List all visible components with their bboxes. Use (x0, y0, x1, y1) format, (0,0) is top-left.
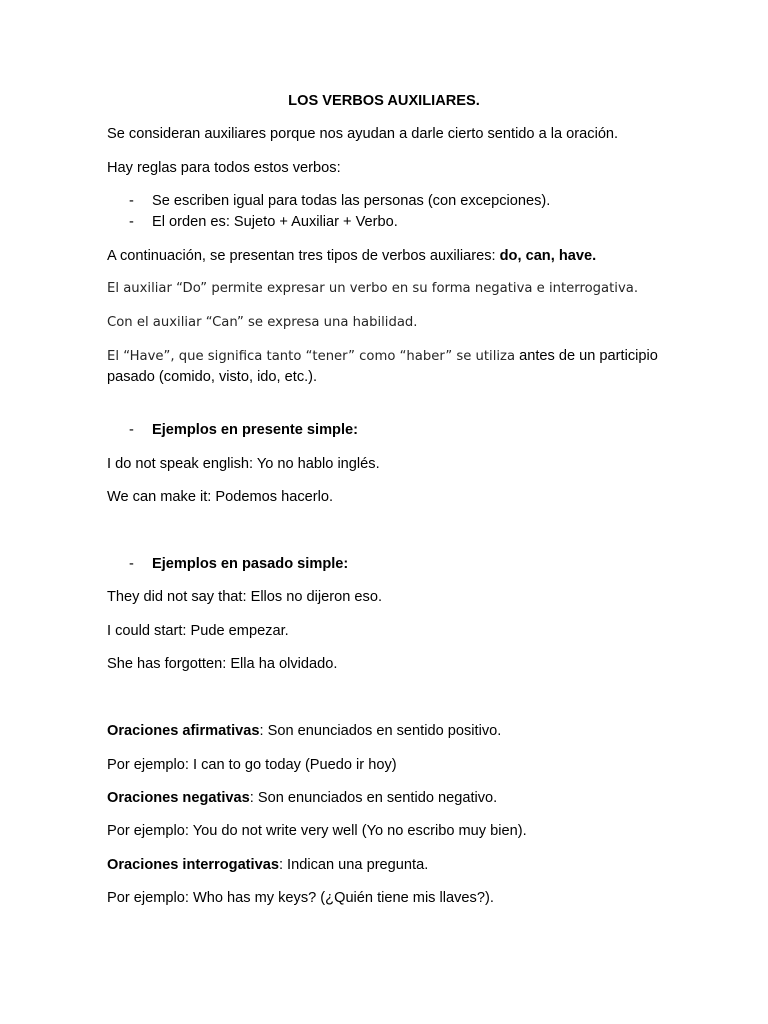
negative-def: : Son enunciados en sentido negativo. (249, 790, 498, 806)
rules-heading: Hay reglas para todos estos verbos: (107, 160, 341, 176)
past-example-3: She has forgotten: Ella ha olvidado. (107, 656, 338, 672)
past-example-2: I could start: Pude empezar. (107, 623, 289, 639)
past-bullet: - (129, 556, 134, 572)
intro-paragraph: Se consideran auxiliares porque nos ayudan a darle cierto sentido a la oración. (107, 126, 619, 142)
types-bold: do, can, have. (499, 248, 597, 264)
interrogative-def: : Indican una pregunta. (278, 857, 429, 873)
types-text: A continuación, se presentan tres tipos de verbos auxiliares: (107, 248, 500, 264)
interrogative-term: Oraciones interrogativas (107, 857, 279, 873)
present-bullet: - (129, 422, 134, 438)
interrogative-example: Por ejemplo: Who has my keys? (¿Quién tiene mis llaves?). (107, 890, 494, 906)
present-example-2: We can make it: Podemos hacerlo. (107, 489, 334, 505)
affirmative-term: Oraciones afirmativas (107, 723, 260, 739)
rule-bullet-1: - (129, 193, 134, 209)
negative-term: Oraciones negativas (107, 790, 250, 806)
negative-definition (107, 789, 497, 807)
page-title: LOS VERBOS AUXILIARES. (288, 93, 480, 109)
rule-item-1: Se escriben igual para todas las personas (con excepciones). (152, 193, 551, 209)
have-description-line2: pasado (comido, visto, ido, etc.). (107, 369, 318, 385)
have-description-part2: antes de un participio (515, 348, 658, 364)
affirmative-example: Por ejemplo: I can to go today (Puedo ir hoy) (107, 757, 397, 773)
interrogative-definition (107, 856, 428, 874)
negative-example: Por ejemplo: You do not write very well (Yo no escribo muy bien). (107, 823, 527, 839)
have-description-line1 (107, 347, 658, 366)
past-heading: Ejemplos en pasado simple: (152, 556, 349, 572)
present-example-1: I do not speak english: Yo no hablo inglés. (107, 456, 380, 472)
do-description: El auxiliar “Do” permite expresar un verbo en su forma negativa e interrogativa. (107, 281, 639, 296)
present-heading: Ejemplos en presente simple: (152, 422, 359, 438)
past-example-1: They did not say that: Ellos no dijeron eso. (107, 589, 383, 605)
affirmative-definition (107, 722, 501, 740)
affirmative-def: : Son enunciados en sentido positivo. (259, 723, 502, 739)
types-paragraph (107, 247, 596, 265)
rule-bullet-2: - (129, 214, 134, 230)
have-description-part1: El “Have”, que significa tanto “tener” como “haber” se utiliza (107, 349, 516, 364)
can-description: Con el auxiliar “Can” se expresa una habilidad. (107, 315, 418, 330)
rule-item-2: El orden es: Sujeto + Auxiliar + Verbo. (152, 214, 398, 230)
